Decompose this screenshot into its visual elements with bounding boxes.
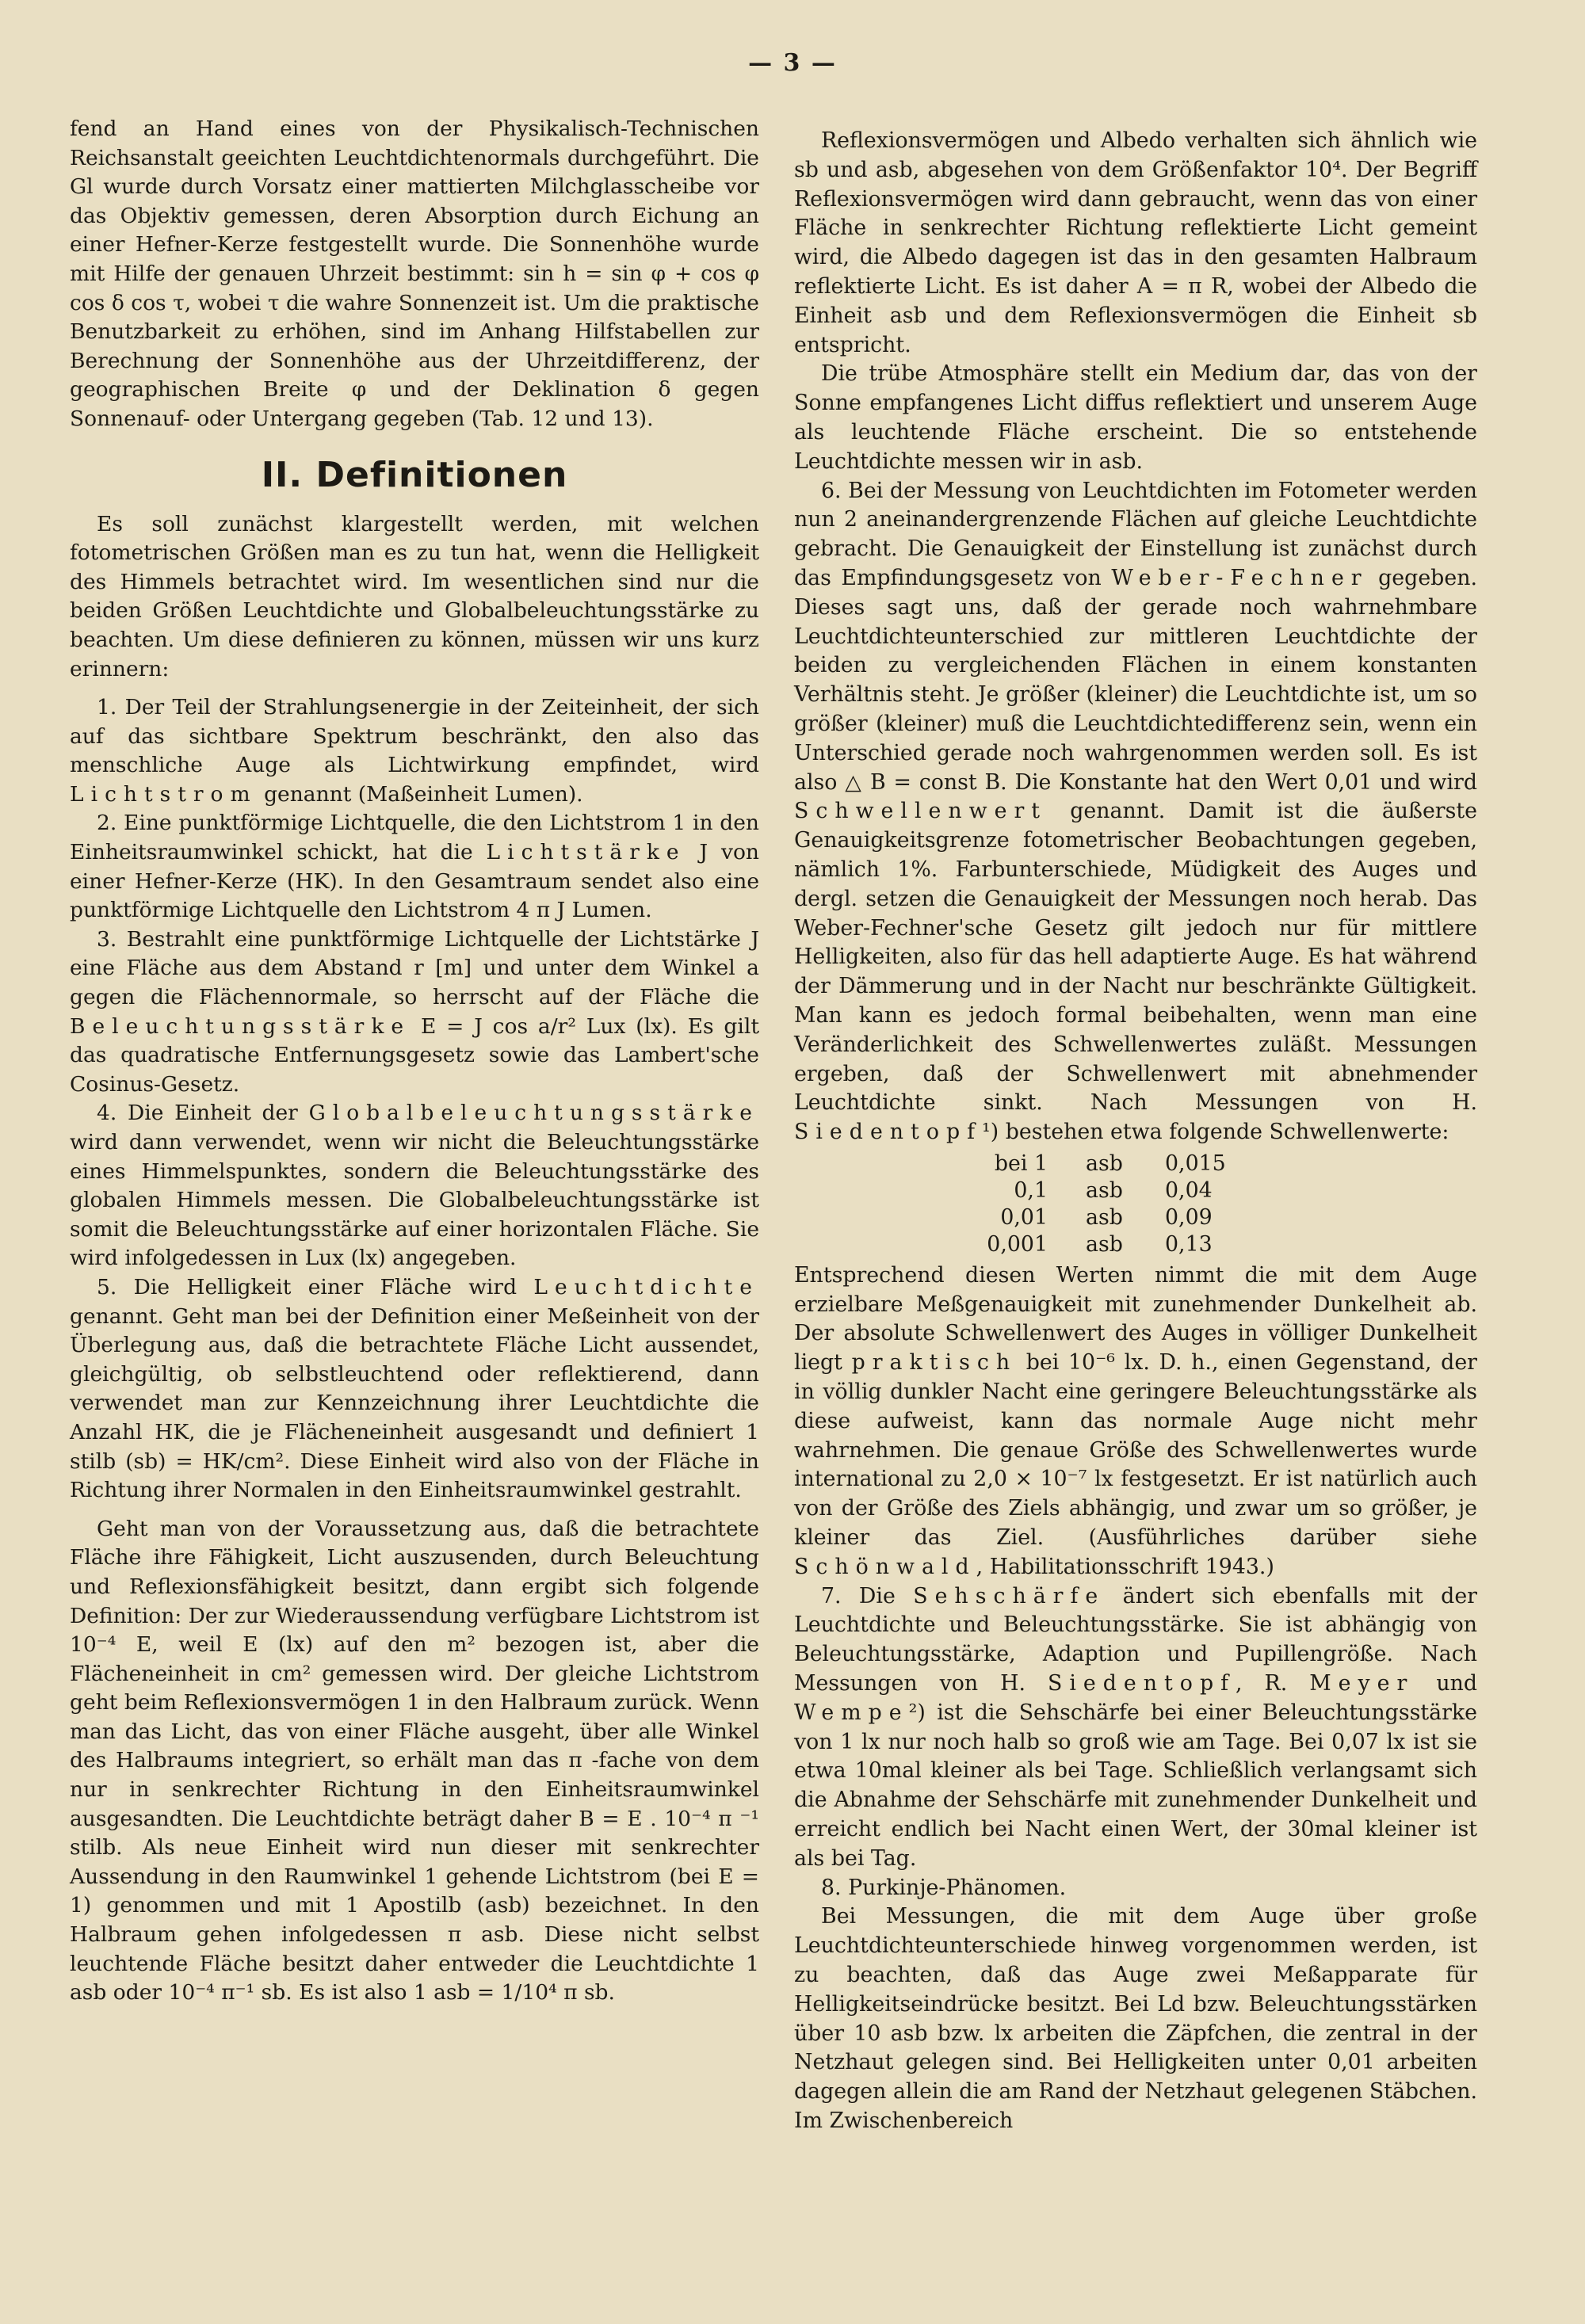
intro-paragraph: fend an Hand eines von der Physikalisch-Technischen Reichsanstalt geeichten Leuchtdichtenormals durchgeführt. Die Gl wurde durch Vorsatz einer mattierten Milchglasscheibe vor das Objektiv gemessen, deren Absorption durch Eichung an einer Hefner-Kerze festgestellt wurde. Die Sonnenhöhe wurde mit Hilfe der genauen Uhrzeit bestimmt: sin h = sin φ + cos φ cos δ cos τ, wobei τ die wahre Sonnenzeit ist. Um die praktische Benutzbarkeit zu erhöhen, sind im Anhang Hilfstabellen zur Berechnung der Sonnenhöhe aus der Uhrzeitdifferenz, der geographischen Breite φ und der Deklination δ gegen Sonnenauf- oder Untergang gegeben (Tab. 12 und 13). (70, 116, 759, 431)
threshold-unit: asb (1086, 1177, 1123, 1203)
definition-item-4: 4. Die Einheit der Globalbeleuchtungsstärke wird dann verwendet, wenn wir nicht die Beleuchtungsstärke eines Himmelspunktes, sondern die Beleuchtungsstärke des globalen Himmels messen. Die Globalbeleuchtungsstärke ist somit die Beleuchtungsstärke auf einer horizontalen Fläche. Sie wird infolgedessen in Lux (lx) angegeben. (70, 1101, 759, 1271)
term-beleuchtungsstaerke: Beleuchtungsstärke (70, 1013, 411, 1039)
definition-item-8: 8. Purkinje-Phänomen. (821, 1875, 1067, 1900)
definitions-intro: Es soll zunächst klargestellt werden, mit welchen fotometrischen Größen man es zu tun hat, wenn die Helligkeit des Himmels betrachtet wird. Im wesentlichen sind nur die beiden Größen Leuchtdichte und Globalbeleuchtungsstärke zu beachten. Um diese definieren zu können, müssen wir uns kurz erinnern: (70, 511, 759, 681)
term-lichtstaerke: Lichtstärke (486, 840, 686, 865)
author-siedentopf-2: Siedentopf (1047, 1671, 1236, 1696)
term-praktisch: praktisch (851, 1350, 1018, 1376)
author-siedentopf: Siedentopf (794, 1120, 983, 1145)
right-column (794, 127, 1477, 2136)
definition-item-6: 6. Bei der Messung von Leuchtdichten im Fotometer werden nun 2 aneinandergrenzende Flächen auf gleiche Leuchtdichte gebracht. Die Genauigkeit der Einstellung ist zunächst durch das Empfindungsgesetz von Weber-Fechner gegeben. Dieses sagt uns, daß der gerade noch wahrnehmbare Leuchtdichteunterschied zur mittleren Leuchtdichte der beiden zu vergleichenden Flächen in einem konstanten Verhältnis steht. Je größer (kleiner) die Leuchtdichte ist, um so größer (kleiner) muß die Leuchtdichtedifferenz sein, wenn ein Unterschied gerade noch wahrgenommen werden soll. Es ist also △ B = const B. Die Konstante hat den Wert 0,01 und wird Schwellenwert genannt. Damit ist die äußerste Genauigkeitsgrenze fotometrischer Beobachtungen gegeben, nämlich 1%. Farbunterschiede, Müdigkeit des Auges und dergl. setzen die Genauigkeit der Messungen noch herab. Das Weber-Fechner'sche Gesetz gilt jedoch nur für mittlere Helligkeiten, also für das hell adaptierte Auge. Es hat während der Dämmerung und in der Nacht nur beschränkte Gültigkeit. Man kann es jedoch formal beibehalten, wenn man eine Veränderlichkeit des Schwellenwertes zuläßt. Messungen ergeben, daß der Schwellenwert mit abnehmender Leuchtdichte sinkt. Nach Messungen von H. Siedentopf¹) bestehen etwa folgende Schwellenwerte: (794, 478, 1477, 1145)
author-meyer: Meyer (1309, 1671, 1415, 1696)
threshold-luminance: 0,001 (987, 1231, 1048, 1257)
term-globalbeleuchtungsstaerke: Globalbeleuchtungsstärke (308, 1101, 759, 1126)
threshold-unit: asb (1086, 1151, 1123, 1176)
definition-item-7: 7. Die Sehschärfe ändert sich ebenfalls mit der Leuchtdichte und Beleuchtungsstärke. Sie ist abhängig von Beleuchtungsstärke, Adaption und Pupillengröße. Nach Messungen von H. Siedentopf, R. Meyer und Wempe²) ist die Sehschärfe bei einer Beleuchtungsstärke von 1 lx nur noch halb so groß wie am Tage. Bei 0,07 lx ist sie etwa 10mal kleiner als bei Tage. Schließlich verlangsamt sich die Abnahme der Sehschärfe mit zunehmender Dunkelheit und erreicht endlich bei Nacht einen Wert, der 30mal kleiner ist als bei Tag. (794, 1583, 1477, 1871)
definition-item-5: 5. Die Helligkeit einer Fläche wird Leuchtdichte genannt. Geht man bei der Definition einer Meßeinheit von der Überlegung aus, daß die betrachtete Fläche Licht aussendet, gleichgültig, ob selbstleuchtend oder reflektierend, dann verwendet man zur Kennzeichnung ihrer Leuchtdichte die Anzahl HK, die je Flächeneinheit ausgesandt und definiert 1 stilb (sb) = HK/cm². Diese Einheit wird also von der Fläche in Richtung ihrer Normalen in den Einheitsraumwinkel gestrahlt. (70, 1274, 759, 1503)
threshold-luminance: 0,01 (1000, 1204, 1048, 1230)
name-weber-fechner: Weber-Fechner (1111, 565, 1369, 590)
term-sehschaerfe: Sehschärfe (913, 1583, 1106, 1608)
purkinje-paragraph: Bei Messungen, die mit dem Auge über große Leuchtdichteunterschiede hinweg vorgenommen werden, ist zu beachten, daß das Auge zwei Meßapparate für Helligkeitseindrücke besitzt. Bei Ld bzw. Beleuchtungsstärken über 10 asb bzw. lx arbeiten die Zäpfchen, die zentral in der Netzhaut gelegen sind. Bei Helligkeiten unter 0,01 arbeiten dagegen allein die am Rand der Netzhaut gelegenen Stäbchen. Im Zwischenbereich (794, 1904, 1477, 2133)
definition-item-1: 1. Der Teil der Strahlungsenergie in der Zeiteinheit, der sich auf das sichtbare Spektrum beschränkt, den also das menschliche Auge als Lichtwirkung empfindet, wird Lichtstrom genannt (Maßeinheit Lumen). (70, 695, 759, 807)
section-heading: II. Definitionen (261, 454, 568, 495)
atmosphere-paragraph: Die trübe Atmosphäre stellt ein Medium dar, das von der Sonne empfangenes Licht diffus reflektiert und unserem Auge als leuchtende Fläche erscheint. Die so entstehende Leuchtdichte messen wir in asb. (794, 361, 1477, 474)
author-wempe: Wempe (794, 1700, 909, 1725)
threshold-value: 0,13 (1165, 1231, 1213, 1257)
threshold-unit: asb (1086, 1231, 1123, 1257)
definition-item-2: 2. Eine punktförmige Lichtquelle, die den Lichtstrom 1 in den Einheitsraumwinkel schickt, hat die Lichtstärke J von einer Hefner-Kerze (HK). In den Gesamtraum sendet also eine punktförmige Lichtquelle den Lichtstrom 4 π J Lumen. (70, 811, 759, 923)
term-lichtstrom: Lichtstrom (70, 781, 258, 807)
author-schoenwald: Schönwald (794, 1554, 976, 1579)
threshold-row (953, 1231, 1243, 1258)
term-schwellenwert: Schwellenwert (794, 799, 1048, 824)
threshold-row (953, 1151, 1243, 1177)
threshold-row (953, 1177, 1243, 1204)
threshold-unit: asb (1086, 1204, 1123, 1230)
page-number: — 3 — (748, 49, 837, 77)
term-leuchtdichte: Leuchtdichte (533, 1274, 759, 1299)
threshold-value: 0,015 (1165, 1151, 1226, 1176)
definition-item-3: 3. Bestrahlt eine punktförmige Lichtquelle der Lichtstärke J eine Fläche aus dem Abstand r [m] und unter dem Winkel a gegen die Flächennormale, so herrscht auf der Fläche die Beleuchtungsstärke E = J cos a/r² Lux (lx). Es gilt das quadratische Entfernungsgesetz sowie das Lambert'sche Cosinus-Gesetz. (70, 926, 759, 1097)
threshold-value: 0,04 (1165, 1177, 1213, 1203)
threshold-discussion: Entsprechend diesen Werten nimmt die mit dem Auge erzielbare Meßgenauigkeit mit zunehmender Dunkelheit ab. Der absolute Schwellenwert des Auges in völliger Dunkelheit liegt praktisch bei 10⁻⁶ lx. D. h., einen Gegenstand, der in völlig dunkler Nacht eine geringere Beleuchtungsstärke als diese aufweist, kann das normale Auge nicht mehr wahrnehmen. Die genaue Größe des Schwellenwertes wurde international zu 2,0 × 10⁻⁷ lx festgesetzt. Er ist natürlich auch von der Größe des Ziels abhängig, und zwar um so größer, je kleiner das Ziel. (Ausführliches darüber siehe Schönwald, Habilitationsschrift 1943.) (794, 1262, 1477, 1579)
reflexion-paragraph: Reflexionsvermögen und Albedo verhalten sich ähnlich wie sb und asb, abgesehen von dem Größenfaktor 10⁴. Der Begriff Reflexionsvermögen wird dann gebraucht, wenn das von einer Fläche in senkrechter Richtung reflektierte Licht gemeint wird, die Albedo dagegen ist das in den gesamten Halbraum reflektierte Licht. Es ist daher A = π R, wobei der Albedo die Einheit asb und dem Reflexionsvermögen die Einheit sb entspricht. (794, 128, 1477, 357)
left-column (70, 115, 759, 2008)
threshold-row (953, 1204, 1243, 1231)
threshold-luminance: bei 1 (994, 1151, 1048, 1176)
threshold-table (953, 1151, 1243, 1258)
threshold-luminance: 0,1 (1014, 1177, 1048, 1203)
threshold-value: 0,09 (1165, 1204, 1213, 1230)
apostilb-paragraph: Geht man von der Voraussetzung aus, daß die betrachtete Fläche ihre Fähigkeit, Licht auszusenden, durch Beleuchtung und Reflexionsfähigkeit besitzt, dann ergibt sich folgende Definition: Der zur Wiederaussendung verfügbare Lichtstrom ist 10⁻⁴ E, weil E (lx) auf den m² bezogen ist, aber die Flächeneinheit in cm² gemessen wird. Der gleiche Lichtstrom geht beim Reflexionsvermögen 1 in den Halbraum zurück. Wenn man das Licht, das von einer Fläche ausgeht, über alle Winkel des Halbraums integriert, so erhält man das π -fache von dem nur in senkrechter Richtung in den Einheitsraumwinkel ausgesandten. Die Leuchtdichte beträgt daher B = E . 10⁻⁴ π ⁻¹ stilb. Als neue Einheit wird nun dieser mit senkrechter Aussendung in den Raumwinkel 1 gehende Lichtstrom (bei E = 1) genommen und mit 1 Apostilb (asb) bezeichnet. In den Halbraum gehen infolgedessen π asb. Diese nicht selbst leuchtende Fläche besitzt daher entweder die Leuchtdichte 1 asb oder 10⁻⁴ π⁻¹ sb. Es ist also 1 asb = 1/10⁴ π sb. (70, 1516, 759, 2005)
